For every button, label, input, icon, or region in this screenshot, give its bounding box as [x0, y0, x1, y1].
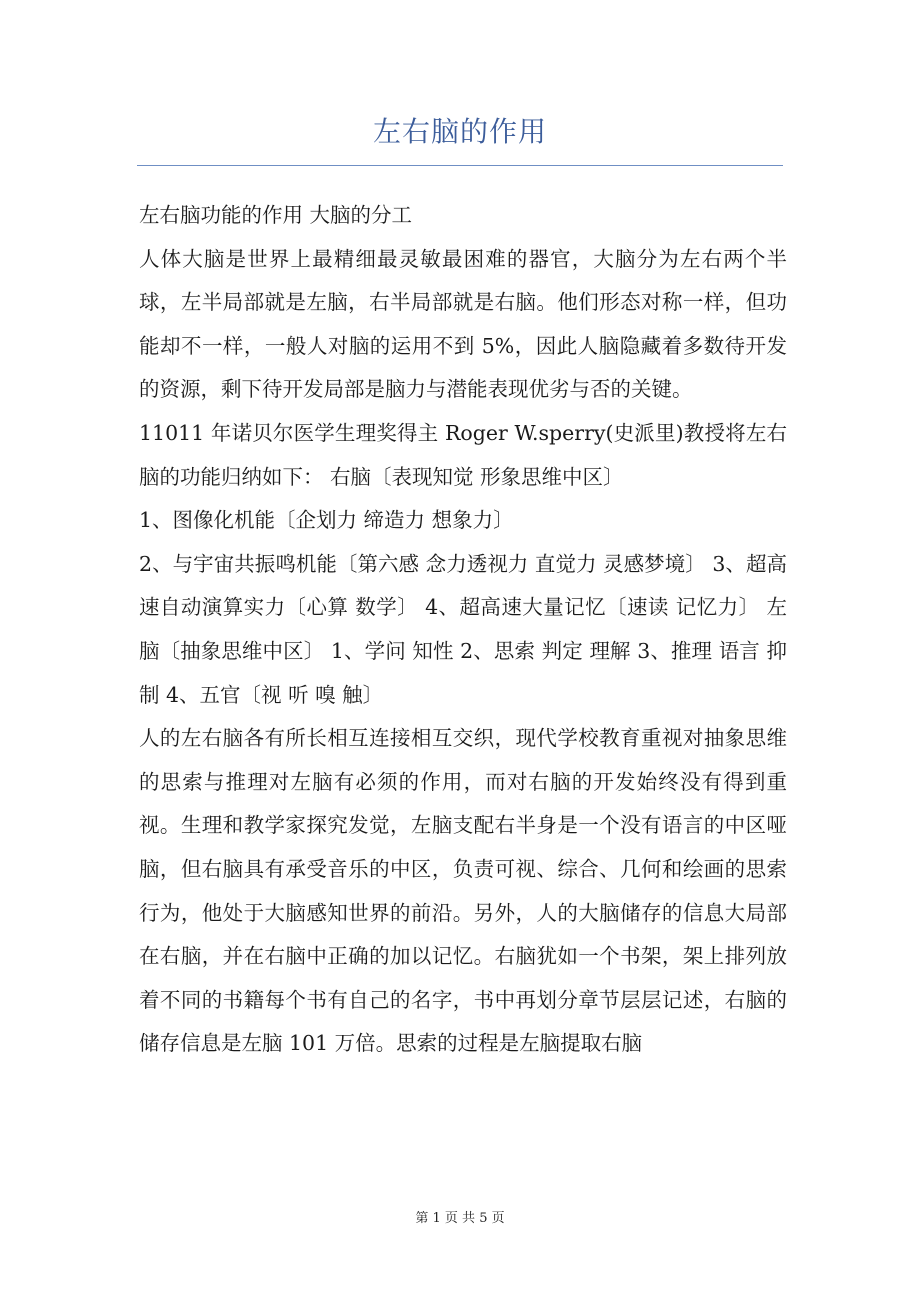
title-underline	[137, 165, 783, 166]
paragraph-heading: 左右脑功能的作用 大脑的分工	[139, 203, 413, 227]
paragraph: 1、图像化机能〔企划力 缔造力 想象力〕	[139, 508, 514, 533]
paragraph: 人体大脑是世界上最精细最灵敏最困难的器官，大脑分为左右两个半球，左半局部就是左脑，右半局部就是右脑。他们形态对称一样，但功能却不一样，一般人对脑的运用不到 5%，因此人脑隐藏着多数待开发的资源，剩下待开发局部是脑力与潜能表现优劣与否的关键。	[139, 246, 787, 402]
page-number-footer: 第 1 页 共 5 页	[415, 1211, 505, 1226]
paragraph: 2、与宇宙共振鸣机能〔第六感 念力透视力 直觉力 灵感梦境〕 3、超高速自动演算实力〔心算 数学〕 4、超高速大量记忆〔速读 记忆力〕 左脑〔抽象思维中区〕 1、学问 知性 2、思索 判定 理解 3、推理 语言 抑制 4、五官〔视 听 嗅 触〕	[139, 551, 787, 707]
paragraph: 11011 年诺贝尔医学生理奖得主 Roger W.sperry(史派里)教授将左右脑的功能归纳如下： 右脑〔表现知觉 形象思维中区〕	[139, 420, 787, 489]
paragraph: 人的左右脑各有所长相互连接相互交织，现代学校教育重视对抽象思维的思索与推理对左脑有必须的作用，而对右脑的开发始终没有得到重视。生理和教学家探究发觉，左脑支配右半身是一个没有语言的中区哑脑，但右脑具有承受音乐的中区，负责可视、综合、几何和绘画的思索行为，他处于大脑感知世界的前沿。另外，人的大脑储存的信息大局部在右脑，并在右脑中正确的加以记忆。右脑犹如一个书架，架上排列放着不同的书籍每个书有自己的名字，书中再划分章节层层记述，右脑的储存信息是左脑 101 万倍。思索的过程是左脑提取右脑	[139, 726, 787, 1056]
document-title: 左右脑的作用	[372, 115, 547, 148]
document-body	[139, 194, 787, 1066]
